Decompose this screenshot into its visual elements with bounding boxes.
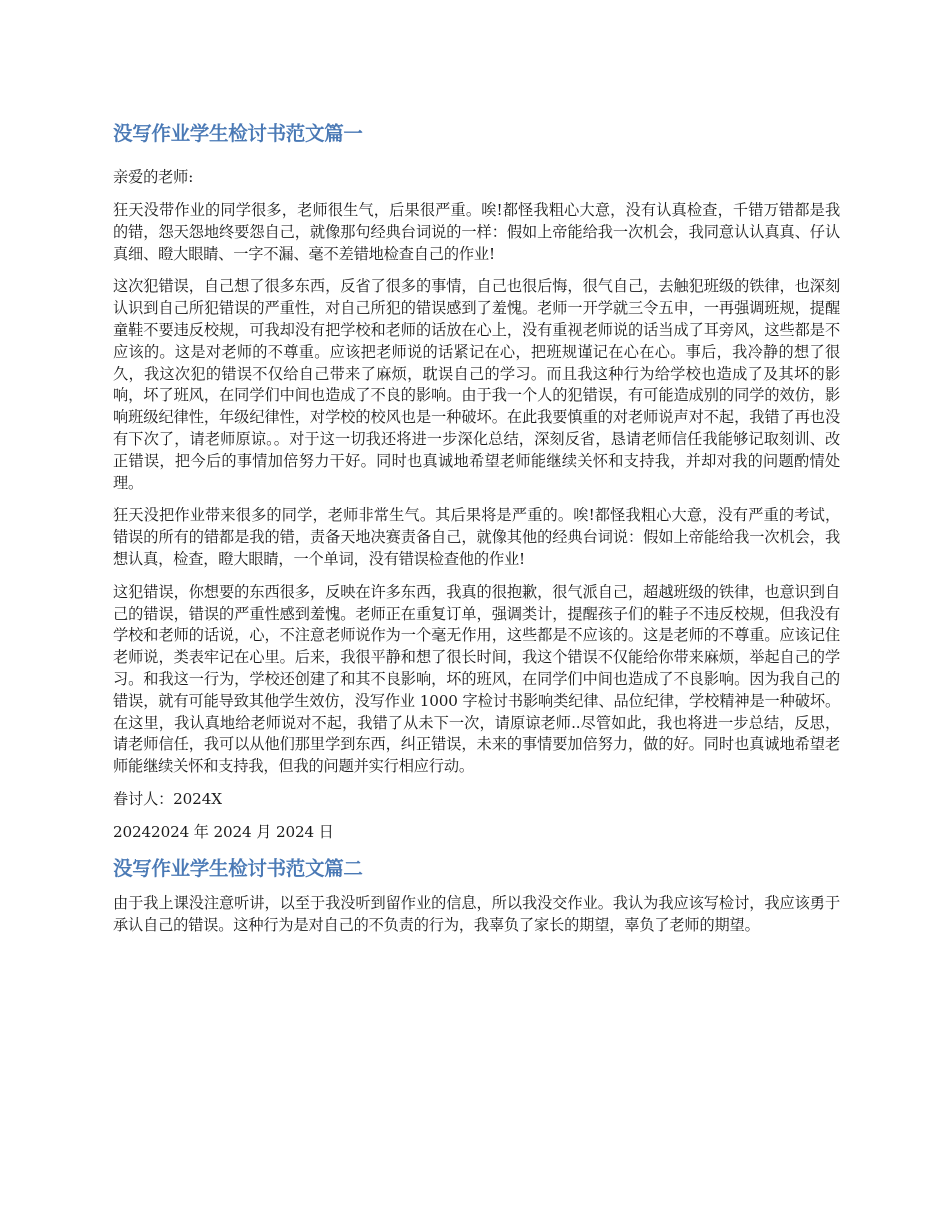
salutation: 亲爱的老师:	[113, 168, 194, 187]
section-1-heading: 没写作业学生检讨书范文篇一	[113, 122, 363, 145]
section-1-paragraph-3: 狂天没把作业带来很多的同学，老师非常生气。其后果将是严重的。唉!都怪我粗心大意，没有严重的考试，错误的所有的错都是我的错，责备天地决赛责备自己，就像其他的经典台词说：假如上帝能给我一次机会，我想认真，检查，瞪大眼睛，一个单词，没有错误检查他的作业!	[113, 506, 840, 569]
section-1-paragraph-1: 狂天没带作业的同学很多，老师很生气，后果很严重。唉!都怪我粗心大意，没有认真检查，千错万错都是我的错，怨天怨地终要怨自己，就像那句经典台词说的一样：假如上帝能给我一次机会，我同意认认真真、仔认真细、瞪大眼睛、一字不漏、毫不差错地检查自己的作业!	[113, 201, 840, 263]
section-2-paragraph-1: 由于我上课没注意听讲，以至于我没听到留作业的信息，所以我没交作业。我认为我应该写检讨，我应该勇于承认自己的错误。这种行为是对自己的不负责的行为，我辜负了家长的期望，辜负了老师的期望。	[113, 893, 840, 934]
signature: 眷讨人：2024X	[113, 790, 222, 809]
section-1-paragraph-4: 这犯错误，你想要的东西很多，反映在许多东西，我真的很抱歉，很气派自己，超越班级的铁律，也意识到自己的错误，错误的严重性感到羞愧。老师正在重复订单，强调类计，提醒孩子们的鞋子不违反校规，但我没有学校和老师的话说，心，不注意老师说作为一个毫无作用，这些都是不应该的。这是老师的不尊重。应该记住老师说，类表牢记在心里。后来，我很平静和想了很长时间，我这个错误不仅能给你带来麻烦，举起自己的学习。和我这一行为，学校还创建了和其不良影响，坏的班风，在同学们中间也造成了不良影响。因为我自己的错误，就有可能导致其他学生效仿，没写作业 1000 字检讨书影响类纪律、品位纪律，学校精神是一种破坏。在这里，我认真地给老师说对不起，我错了从未下一次，请原谅老师..尽管如此，我也将进一步总结，反思，请老师信任，我可以从他们那里学到东西，纠正错误，未来的事情要加倍努力，做的好。同时也真诚地希望老师能继续关怀和支持我，但我的问题并实行相应行动。	[113, 582, 840, 776]
date-line: 20242024 年 2024 月 2024 日	[113, 822, 334, 841]
section-2-heading: 没写作业学生检讨书范文篇二	[113, 856, 363, 880]
document-body	[113, 120, 840, 937]
section-1-paragraph-2: 这次犯错误，自己想了很多东西，反省了很多的事情，自己也很后悔，很气自己，去触犯班级的铁律，也深刻认识到自己所犯错误的严重性，对自己所犯的错误感到了羞愧。老师一开学就三令五申，一再强调班规，提醒童鞋不要违反校规，可我却没有把学校和老师的话放在心上，没有重视老师说的话当成了耳旁风，这些都是不应该的。这是对老师的不尊重。应该把老师说的话紧记在心，把班规谨记在心在心。事后，我冷静的想了很久，我这次犯的错误不仅给自己带来了麻烦，耽误自己的学习。而且我这种行为给学校也造成了及其坏的影响，坏了班风，在同学们中间也造成了不良的影响。由于我一个人的犯错误，有可能造成别的同学的效仿，影响班级纪律性，年级纪律性，对学校的校风也是一种破坏。在此我要慎重的对老师说声对不起，我错了再也没有下次了，请老师原谅。。对于这一切我还将进一步深化总结，深刻反省，恳请老师信任我能够记取刻训、改正错误，把今后的事情加倍努力干好。同时也真诚地希望老师能继续关怀和支持我，并却对我的问题酌情处理。	[113, 277, 840, 492]
